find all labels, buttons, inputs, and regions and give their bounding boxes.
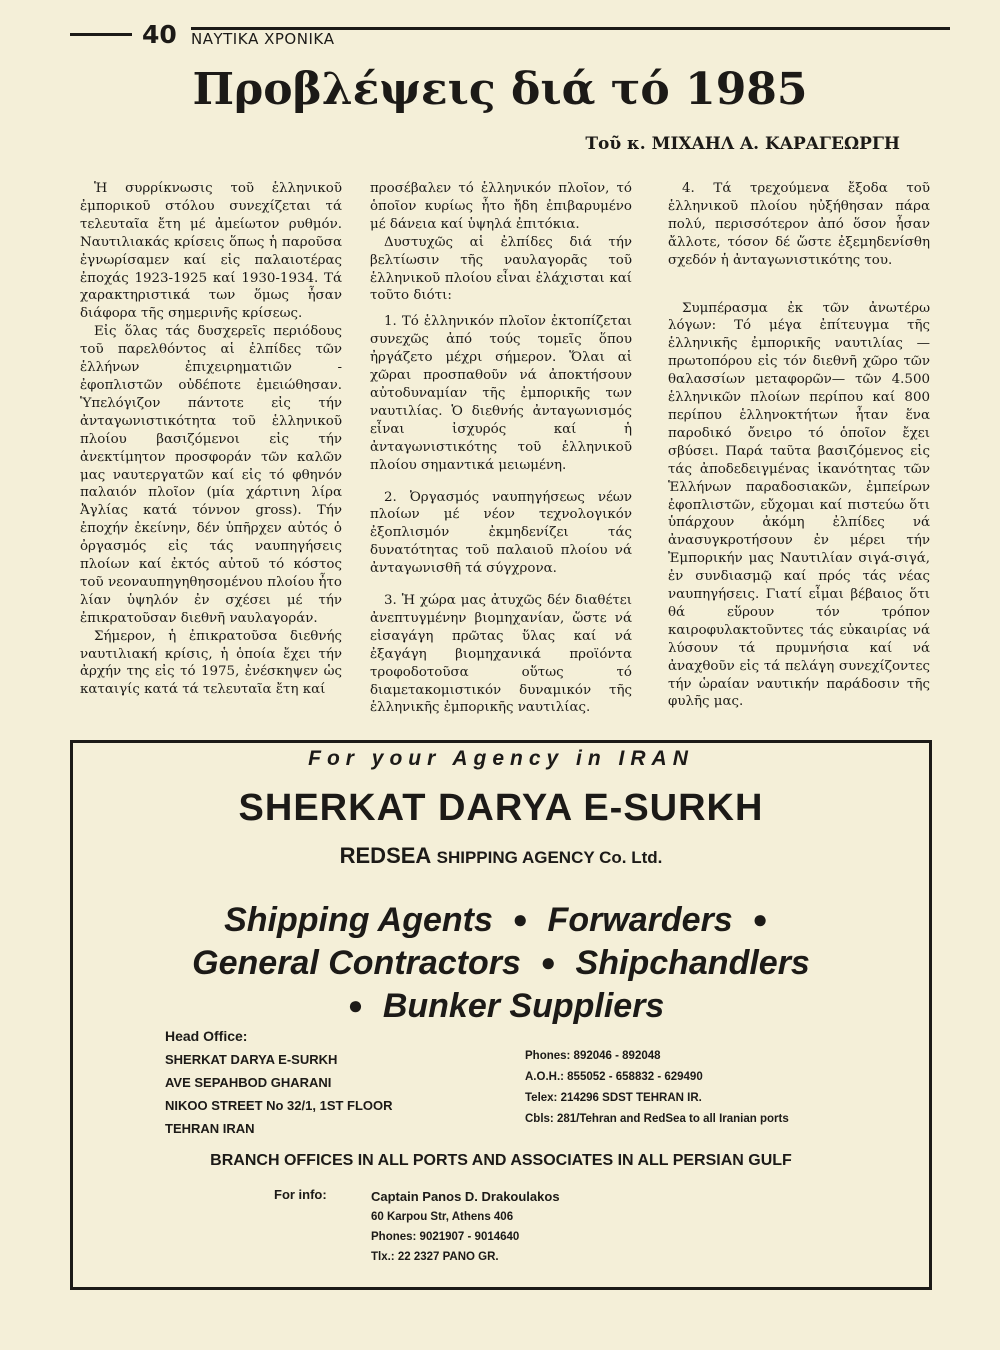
ad-office-line: TEHRAN IRAN	[165, 1121, 255, 1136]
ad-head-office	[165, 1025, 393, 1140]
bullet-icon: ●	[347, 990, 364, 1020]
ad-tagline: For your Agency in IRAN	[308, 747, 694, 770]
ad-service: General Contractors	[192, 944, 521, 982]
ad-telex: Telex: 214296 SDST TEHRAN IR.	[525, 1092, 702, 1104]
ad-services-line-1	[73, 898, 929, 941]
article-column-2	[370, 180, 632, 717]
ad-forinfo-address: 60 Karpou Str, Athens 406	[371, 1211, 514, 1223]
advertisement-box	[70, 740, 932, 1290]
bullet-icon: ●	[752, 904, 768, 934]
paragraph: προσέβαλεν τό ἑλληνικόν πλοῖον, τό ὁποῖον κυρίως ἦτο ἤδη ἐπιβαρυμένο μέ δάνεια καί ὑψηλά ἐπιτόκια.	[370, 181, 632, 232]
ad-phones: Phones: 892046 - 892048	[525, 1050, 661, 1062]
article-column-3	[668, 180, 930, 711]
bullet-icon: ●	[512, 904, 529, 934]
article-byline: Τοῦ κ. ΜΙΧΑΗΛ Α. ΚΑΡΑΓΕΩΡΓΗ	[585, 134, 900, 154]
publication-name: ΝΑΥΤΙΚΑ ΧΡΟΝΙΚΑ	[191, 30, 335, 48]
paragraph: Εἰς ὅλας τάς δυσχερεῖς περιόδους τοῦ παρελθόντος αἱ ἐλπίδες τῶν ἑλλήνων ἐπιχειρηματιῶν - ἐφοπλιστῶν οὐδέποτε ἐμειώθησαν. Ὑπελόγιζον πάντοτε εἰς τήν ἀνταγωνιστικότητα τοῦ ἑλληνικοῦ πλοίου βασιζόμενοι εἰς τήν ἀνεκτίμητον προσφοράν τῶν καλῶν μας ναυτεργατῶν καί εἰς τό φθηνόν παλαιόν πλοῖον (μία χάρτινη λίρα Ἀγλίας κατά τόννον gross). Τήν ἐποχήν ἐκείνην, δέν ὑπῆρχεν αὐτός ὁ ὀργασμός εἰς τάς ναυπηγήσεις πλοίων καί ἐκτός αὐτοῦ τό κόστος τοῦ νεοναυπηγηθησομένου πλοίου ἦτο λίαν ὑψηλόν ἐν σχέσει μέ τήν ἐπικρατοῦσαν διεθνῆ ναυλαγοράν.	[80, 324, 342, 626]
ad-forinfo	[371, 1187, 560, 1267]
page-header	[70, 20, 950, 50]
ad-services-line-2	[73, 941, 929, 984]
ad-branch-offices: BRANCH OFFICES IN ALL PORTS AND ASSOCIATES IN ALL PERSIAN GULF	[210, 1152, 792, 1169]
ad-forinfo-name: Captain Panos D. Drakoulakos	[371, 1189, 560, 1204]
ad-aoh: A.O.H.: 855052 - 658832 - 629490	[525, 1071, 703, 1083]
ad-office-line: NIKOO STREET No 32/1, 1ST FLOOR	[165, 1098, 393, 1113]
ad-subcompany	[73, 843, 929, 869]
page-number: 40	[142, 20, 177, 49]
ad-contacts	[525, 1046, 789, 1130]
ad-office-line: SHERKAT DARYA E-SURKH	[165, 1052, 338, 1067]
ad-service: Bunker Suppliers	[382, 987, 665, 1025]
ad-services-line-3	[73, 984, 929, 1027]
paragraph: 1. Τό ἑλληνικόν πλοῖον ἐκτοπίζεται συνεχῶς ἀπό τούς τομεῖς ὅπου ἠργάζετο μέχρι σήμερον. Ὅλαι αἱ χῶραι προσπαθοῦν νά ἀποκτήσουν αὐτοδυναμίαν τῆς ἐμπορικῆς των ναυτιλίας. Ὁ διεθνής ἀνταγωνισμός εἶναι ἰσχυρός καί ἡ ἀνταγωνιστικότης τοῦ ἑλληνικοῦ πλοίου σημαντικά μειωμένη.	[370, 314, 632, 473]
ad-services	[73, 898, 929, 1027]
ad-service: Shipping Agents	[224, 901, 493, 939]
paragraph: Σήμερον, ἡ ἐπικρατοῦσα διεθνής ναυτιλιακή κρίσις, ἡ ὁποία ἔχει τήν ἀρχήν της εἰς τό 1975, ἐνέσκηψεν ὡς καταιγίς κατά τά τελευταῖα ἔτη καί	[80, 628, 342, 698]
paragraph: Δυστυχῶς αἱ ἐλπίδες διά τήν βελτίωσιν τῆς ναυλαγορᾶς τοῦ ἑλληνικοῦ πλοίου εἶναι ἐλάχισται καί τοῦτο διότι:	[370, 234, 632, 304]
ad-office-heading: Head Office:	[165, 1028, 248, 1044]
header-rule-left	[70, 33, 132, 36]
ad-service: Shipchandlers	[575, 944, 810, 982]
paragraph: Συμπέρασμα ἐκ τῶν ἀνωτέρω λόγων: Τό μέγα ἐπίτευγμα τῆς ἑλληνικῆς ἐμπορικῆς ναυτιλίας — πρωτοπόρου εἰς τόν διεθνῆ χῶρο τῶν θαλασσίων μεταφορῶν— τῶν 4.500 ἑλληνικῶν πλοίων περίπου καί 800 περίπου ἑλληνοκτήτων ἦταν ἕνα παροδικό ὄνειρο τό ὁποῖον ἔχει σβύσει. Παρά ταῦτα βασιζόμενος εἰς τάς ἀποδεδειγμένας ἱκανότητας τῶν Ἑλλήνων παραδοσιακῶν, ἐμπείρων ἐφοπλιστῶν, εὔχομαι καί πιστεύω ὅτι ὑπάρχουν ἀκόμη ἐλπίδες νά ἀνασυγκροτήσουν ἐν μέρει τήν Ἐμπορικήν μας Ναυτιλίαν σιγά-σιγά, ἐν συνδιασμῷ καί πρός τάς νέας ναυπηγήσεις. Γιατί εἶμαι βέβαιος ὅτι θά εὕρουν τόν τρόπον καιροφυλακτοῦντες τάς εὐκαιρίας νά λύσουν τά πρυμνήσια καί νά ἀναχθοῦν εἰς τά πελάγη συνεχίζοντες τήν ὡραίαν ναυτικήν παράδοσιν τῆς φυλῆς μας.	[668, 300, 930, 710]
ad-company-name: SHERKAT DARYA E-SURKH	[238, 787, 764, 829]
ad-subcompany-big: REDSEA	[339, 843, 431, 868]
paragraph: 2. Ὀργασμός ναυπηγήσεως νέων πλοίων μέ νέον τεχνολογικόν ἐξοπλισμόν ἐκμηδενίζει τάς δυνατότητας τοῦ παλαιοῦ πλοίου νά ἀνταγωνισθῆ τά σύγχρονα.	[370, 489, 632, 577]
ad-forinfo-label: For info:	[274, 1187, 327, 1202]
ad-service: Forwarders	[547, 901, 733, 939]
ad-subcompany-small: SHIPPING AGENCY Co. Ltd.	[436, 848, 663, 867]
ad-cables: Cbls: 281/Tehran and RedSea to all Iranian ports	[525, 1113, 789, 1125]
paragraph: 3. Ἡ χώρα μας ἀτυχῶς δέν διαθέτει ἀνεπτυγμένην βιομηχανίαν, ὥστε νά εἰσαγάγη πρῶτας ὕλας καί νά ἐξαγάγη βιομηχανικά προϊόντα τροφοδοτοῦσα οὕτως τό διαμετακομιστικόν δυναμικόν τῆς ἑλληνικῆς ἐμπορικῆς ναυτιλίας.	[370, 593, 632, 716]
paragraph: 4. Τά τρεχούμενα ἔξοδα τοῦ ἑλληνικοῦ πλοίου ηὐξήθησαν πάρα πολύ, περισσότερον ἀπό ὅσον ἦσαν ἄλλοτε, τόσον δέ ὥστε ἐξεμηδενίσθη σχεδόν ἡ ἀνταγωνιστικότης του.	[668, 181, 930, 268]
paragraph: Ἡ συρρίκνωσις τοῦ ἑλληνικοῦ ἐμπορικοῦ στόλου συνεχίζεται τά τελευταῖα ἔτη μέ ἀμείωτον ρυθμόν. Ναυτιλιακάς κρίσεις ὅπως ἡ παροῦσα ἐγνωρίσαμεν καί εἰς παλαιοτέρας ἐποχάς 1923-1925 καί 1930-1934. Τά χαρακτηριστικά των ὅμως ἦσαν διάφορα τῆς σημερινῆς κρίσεως.	[80, 181, 342, 322]
ad-forinfo-phones: Phones: 9021907 - 9014640	[371, 1231, 520, 1243]
ad-forinfo-tlx: Tlx.: 22 2327 PANO GR.	[371, 1251, 499, 1263]
ad-office-line: AVE SEPAHBOD GHARANI	[165, 1075, 332, 1090]
article-column-1	[80, 180, 342, 699]
article-title: Προβλέψεις διά τό 1985	[192, 64, 808, 115]
bullet-icon: ●	[540, 947, 557, 977]
